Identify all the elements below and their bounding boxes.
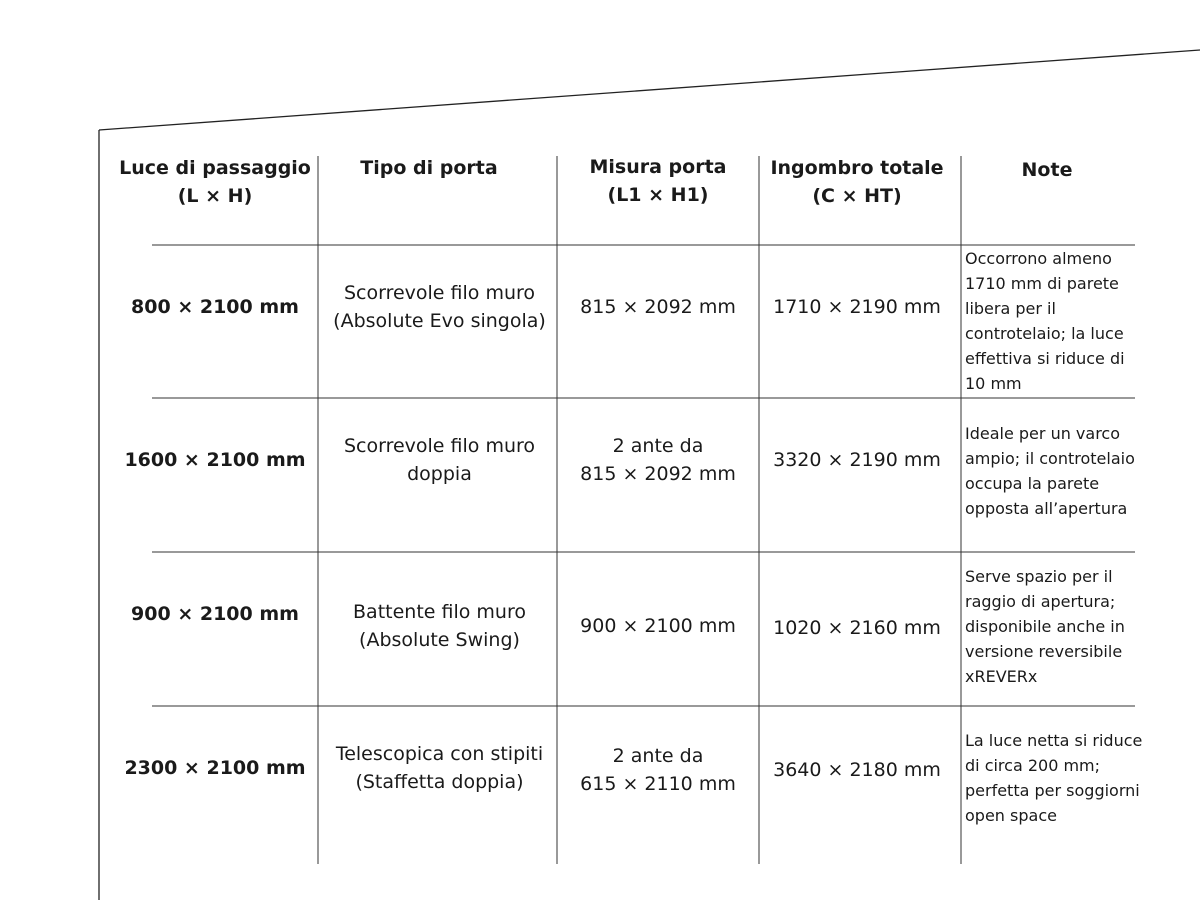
table-cell-ingombro: 3640 × 2180 mm	[773, 759, 941, 781]
table-cell-misura: 2 ante da 815 × 2092 mm	[580, 435, 736, 485]
table-cell-luce: 900 × 2100 mm	[131, 603, 299, 625]
table-cell-note: Occorrono almeno 1710 mm di parete libera per il controtelaio; la luce effettiva si riduce di 10 mm	[965, 249, 1125, 393]
table-cell-tipo: Scorrevole filo muro (Absolute Evo singola)	[333, 282, 546, 332]
table-cell-luce: 800 × 2100 mm	[131, 296, 299, 318]
header-note: Note	[1021, 159, 1073, 181]
header-luce-di-passaggio: Luce di passaggio (L × H)	[119, 157, 311, 207]
table-cell-ingombro: 3320 × 2190 mm	[773, 449, 941, 471]
table-cell-misura: 900 × 2100 mm	[580, 615, 736, 637]
table-cell-note: Ideale per un varco ampio; il controtelaio occupa la parete opposta all’apertura	[965, 424, 1135, 518]
header-ingombro-totale: Ingombro totale (C × HT)	[770, 157, 944, 207]
header-tipo-di-porta: Tipo di porta	[360, 157, 498, 179]
page-top-edge	[99, 50, 1200, 130]
table-cell-luce: 1600 × 2100 mm	[124, 449, 306, 471]
table-cell-misura: 815 × 2092 mm	[580, 296, 736, 318]
table-cell-tipo: Battente filo muro (Absolute Swing)	[353, 601, 526, 651]
table-cell-note: Serve spazio per il raggio di apertura; disponibile anche in versione reversibile xREVERx	[965, 567, 1125, 686]
header-misura-porta: Misura porta (L1 × H1)	[589, 156, 727, 206]
table-cell-note: La luce netta si riduce di circa 200 mm; perfetta per soggiorni open space	[965, 731, 1143, 825]
table-cell-luce: 2300 × 2100 mm	[124, 757, 306, 779]
table-cell-ingombro: 1710 × 2190 mm	[773, 296, 941, 318]
table-cell-tipo: Telescopica con stipiti (Staffetta doppia)	[335, 743, 544, 793]
table-cell-ingombro: 1020 × 2160 mm	[773, 617, 941, 639]
table-cell-misura: 2 ante da 615 × 2110 mm	[580, 745, 736, 795]
table-cell-tipo: Scorrevole filo muro doppia	[343, 435, 536, 485]
